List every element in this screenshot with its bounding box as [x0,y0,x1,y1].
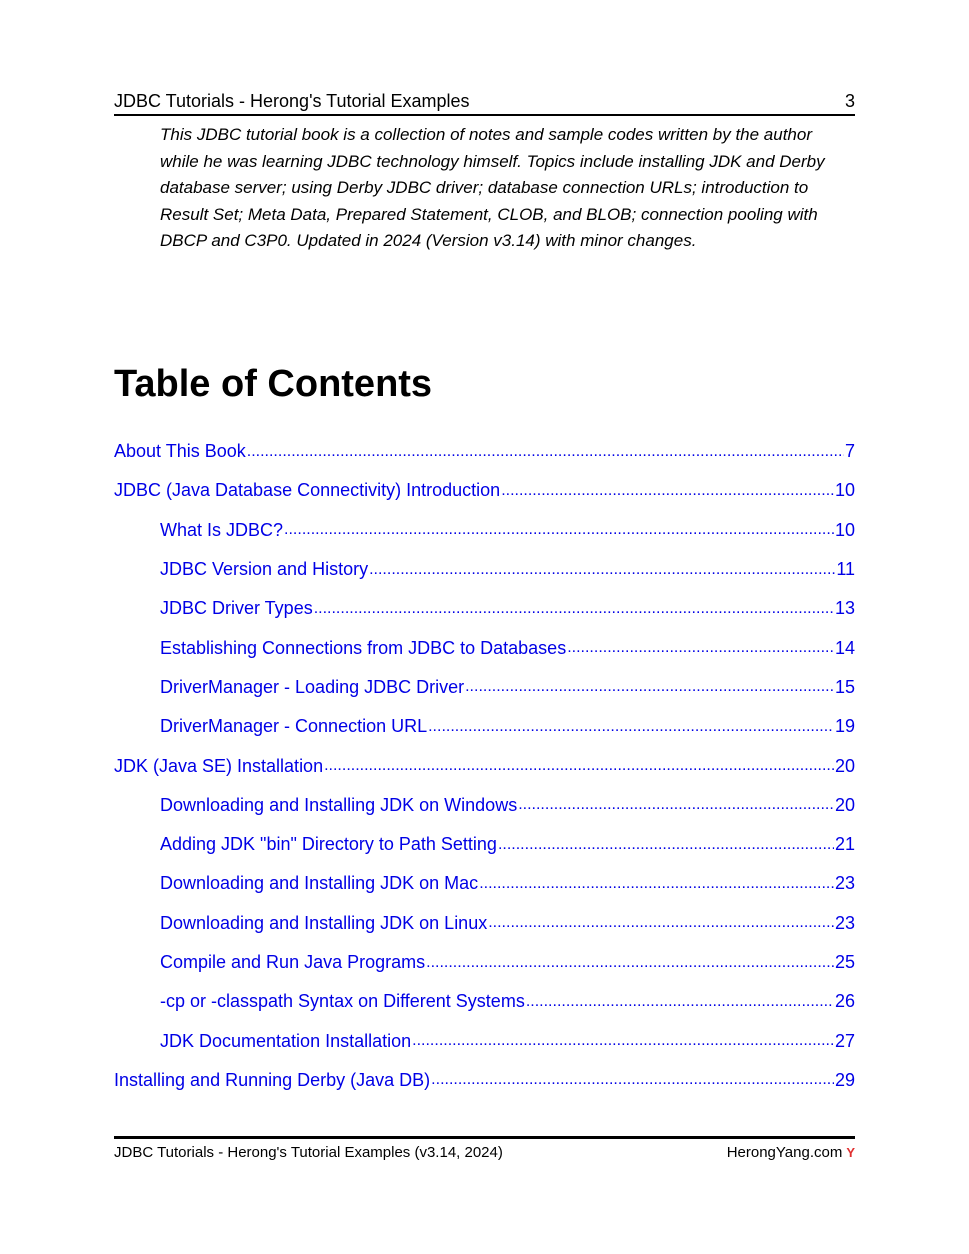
toc-entry-page: 20 [834,794,855,815]
toc-entry-page: 23 [834,912,855,933]
toc-entry[interactable] [160,1022,855,1061]
toc-leader-dots [518,797,834,813]
toc-leader-dots [314,601,834,617]
toc-entry-page: 20 [834,755,855,776]
toc-leader-dots [465,679,834,695]
toc-entry-page: 14 [834,637,855,658]
toc-leader-dots [284,522,834,538]
toc-entry-title: What Is JDBC? [160,519,284,540]
toc-entry-title: Downloading and Installing JDK on Linux [160,912,488,933]
toc-entry-page: 27 [834,1030,855,1051]
toc-entry-title: JDBC (Java Database Connectivity) Introduction [114,480,501,501]
toc-leader-dots [426,955,834,971]
toc-leader-dots [369,562,835,578]
toc-entry-page: 15 [834,676,855,697]
footer-book-title: JDBC Tutorials - Herong's Tutorial Examples (v3.14, 2024) [114,1144,503,1161]
toc-entry-title: Downloading and Installing JDK on Windows [160,794,518,815]
toc-entry-title: About This Book [114,441,246,462]
toc-entry-title: Compile and Run Java Programs [160,952,426,973]
toc-entry[interactable] [160,550,855,589]
book-abstract: This JDBC tutorial book is a collection of notes and sample codes written by the author while he was learning JDBC technology himself. Topics include installing JDK and Derby database server; using Derby JDBC driver; database connection URLs; introduction to Result Set; Meta Data, Prepared Statement, CLOB, and BLOB; connection pooling with DBCP and C3P0. Updated in 2024 (Version v3.14) with minor changes. [160,125,825,250]
toc-entry-page: 21 [834,834,855,855]
toc-entry[interactable] [160,786,855,825]
toc-entry-title: DriverManager - Loading JDBC Driver [160,676,465,697]
toc-entry-title: -cp or -classpath Syntax on Different Systems [160,991,525,1012]
toc-entry[interactable] [160,982,855,1021]
toc-entry-title: JDK Documentation Installation [160,1030,412,1051]
toc-entry-title: JDBC Driver Types [160,598,313,619]
toc-leader-dots [431,1072,834,1088]
toc-entry[interactable] [160,825,855,864]
toc-entry-title: Adding JDK "bin" Directory to Path Setting [160,834,497,855]
toc-entry[interactable] [160,511,855,550]
toc-entry[interactable] [160,943,855,982]
toc-entry[interactable] [114,432,855,471]
toc-entry[interactable] [160,864,855,903]
toc-entry[interactable] [160,904,855,943]
toc-entry-title: DriverManager - Connection URL [160,716,428,737]
toc-entry[interactable] [114,746,855,785]
toc-entry-title: JDK (Java SE) Installation [114,755,324,776]
toc-entry-title: Downloading and Installing JDK on Mac [160,873,479,894]
toc-entry-page: 7 [844,441,855,462]
header-title: JDBC Tutorials - Herong's Tutorial Examples [114,91,470,111]
toc-entry[interactable] [160,707,855,746]
toc-entry-page: 11 [836,559,855,580]
toc-leader-dots [479,876,834,892]
header-page-number: 3 [844,91,855,111]
toc-leader-dots [428,719,834,735]
toc-entry[interactable] [160,589,855,628]
toc-leader-dots [324,758,834,774]
toc-entry[interactable] [160,629,855,668]
toc-leader-dots [501,483,834,499]
toc-entry-page: 26 [834,991,855,1012]
footer-site [727,1139,855,1167]
toc-entry-page: 29 [834,1069,855,1090]
toc-leader-dots [567,640,834,656]
toc-title: Table of Contents [114,363,433,405]
toc-entry-page: 10 [834,519,855,540]
toc-leader-dots [526,994,834,1010]
toc-entry[interactable] [114,1061,855,1100]
toc-leader-dots [412,1033,834,1049]
page-header [114,88,855,116]
toc-leader-dots [498,837,834,853]
toc-entry-title: Establishing Connections from JDBC to Databases [160,637,567,658]
toc-leader-dots [488,915,834,931]
toc-entry-page: 19 [834,716,855,737]
toc-entry-page: 25 [834,952,855,973]
toc-leader-dots [247,444,844,460]
site-logo-icon: Y [846,1145,855,1160]
toc-entry-page: 13 [834,598,855,619]
footer-site-name: HerongYang.com [726,1144,843,1161]
toc-entry-title: JDBC Version and History [160,559,369,580]
toc-entry-page: 10 [834,480,855,501]
toc-entry-page: 23 [834,873,855,894]
toc-entry-title: Installing and Running Derby (Java DB) [114,1069,431,1090]
page-footer [114,1136,855,1169]
toc-entry[interactable] [160,668,855,707]
toc-entry[interactable] [114,471,855,510]
